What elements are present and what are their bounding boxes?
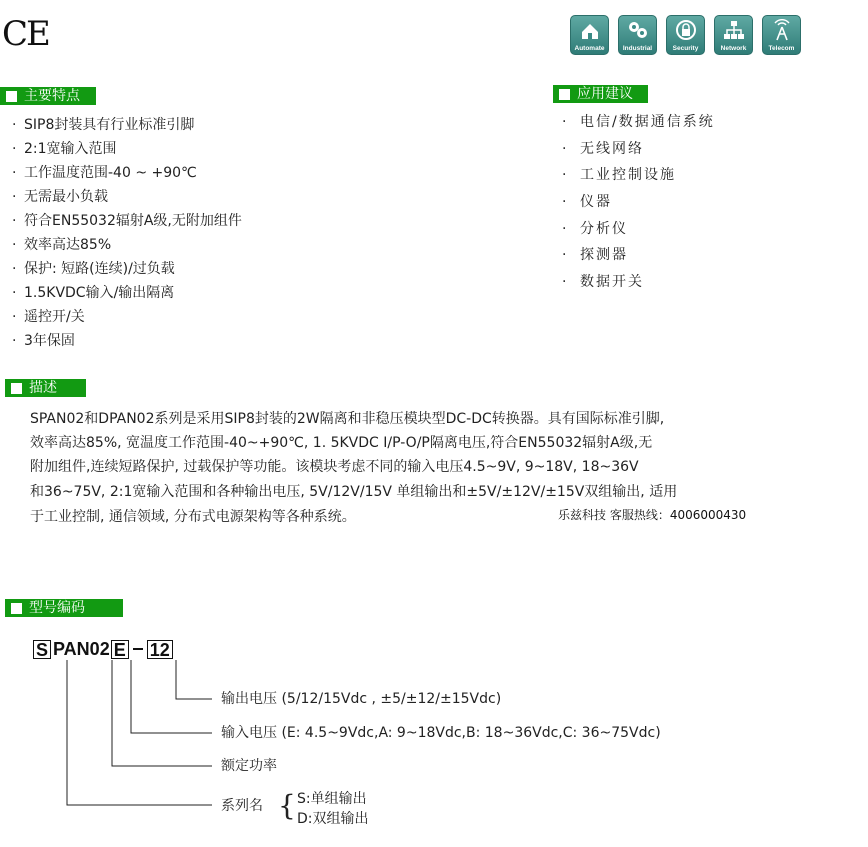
series-single-option: S:单组输出: [297, 791, 367, 807]
series-dual-option: D:双组输出: [297, 811, 369, 827]
code-output-box: 12: [147, 640, 173, 659]
output-leader-line: [176, 660, 212, 699]
list-item: · 探测器: [562, 247, 628, 264]
model-code-title: 型号编码: [29, 600, 85, 616]
list-item: · 3年保固: [12, 333, 75, 349]
list-item: · 保护: 短路(连续)/过负载: [12, 261, 175, 277]
industrial-caption: Industrial: [622, 45, 653, 52]
description-line: 和36~75V, 2:1宽输入范围和各种输出电压, 5V/12V/15V 单组输出和±5V/±12V/±15V双组输出, 适用: [30, 484, 678, 500]
list-item: · 工作温度范围-40 ~ +90℃: [12, 165, 197, 181]
description-line: 效率高达85%, 宽温度工作范围-40~+90℃, 1. 5KVDC I/P-O/P隔离电压,符合EN55032辐射A级,无: [30, 435, 653, 451]
security-caption: Security: [672, 45, 699, 52]
code-core-text: PAN02: [53, 638, 110, 659]
series-name-label: 系列名: [221, 798, 263, 814]
list-item: · 符合EN55032辐射A级,无附加组件: [12, 213, 242, 229]
rated-power-label: 额定功率: [221, 758, 277, 774]
list-item: · 无线网络: [562, 140, 644, 157]
input-voltage-label: 输入电压 (E: 4.5~9Vdc,A: 9~18Vdc,B: 18~36Vdc,C: 36~75Vdc): [221, 725, 661, 741]
list-item: · 数据开关: [562, 274, 644, 291]
network-caption: Network: [720, 45, 747, 52]
code-series-box: S: [33, 640, 51, 659]
list-item: · 遥控开/关: [12, 309, 85, 325]
automate-caption: Automate: [574, 45, 605, 52]
description-line: 附加组件,连续短路保护, 过载保护等功能。该模块考虑不同的输入电压4.5~9V, 9~18V, 18~36V: [30, 459, 639, 475]
telecom-caption: Telecom: [768, 45, 795, 52]
hotline-text: 乐兹科技 客服热线：4006000430: [558, 508, 747, 522]
list-item: · 工业控制设施: [562, 167, 676, 184]
applications-title: 应用建议: [577, 86, 633, 102]
description-line: SPAN02和DPAN02系列是采用SIP8封装的2W隔离和非稳压模块型DC-DC转换器。具有国际标准引脚,: [30, 411, 665, 427]
list-item: · 电信/数据通信系统: [562, 114, 715, 130]
ce-mark-logo: CE: [2, 14, 49, 54]
features-title: 主要特点: [24, 88, 80, 104]
output-voltage-label: 输出电压 (5/12/15Vdc , ±5/±12/±15Vdc): [221, 691, 502, 707]
list-item: · 分析仪: [562, 220, 628, 237]
description-line: 于工业控制, 通信领域, 分布式电源架构等各种系统。: [30, 509, 356, 525]
code-input-box: E: [111, 640, 129, 659]
list-item: · 效率高达85%: [12, 237, 112, 253]
power-leader-line: [112, 660, 212, 766]
description-title: 描述: [29, 380, 57, 396]
list-item: · 无需最小负载: [12, 189, 108, 205]
list-item: · 仪器: [562, 194, 612, 211]
list-item: · 2:1宽输入范围: [12, 141, 117, 157]
input-leader-line: [131, 660, 212, 733]
brace-icon: {: [278, 789, 296, 822]
list-item: · 1.5KVDC输入/输出隔离: [12, 285, 175, 301]
list-item: · SIP8封装具有行业标准引脚: [12, 117, 195, 133]
